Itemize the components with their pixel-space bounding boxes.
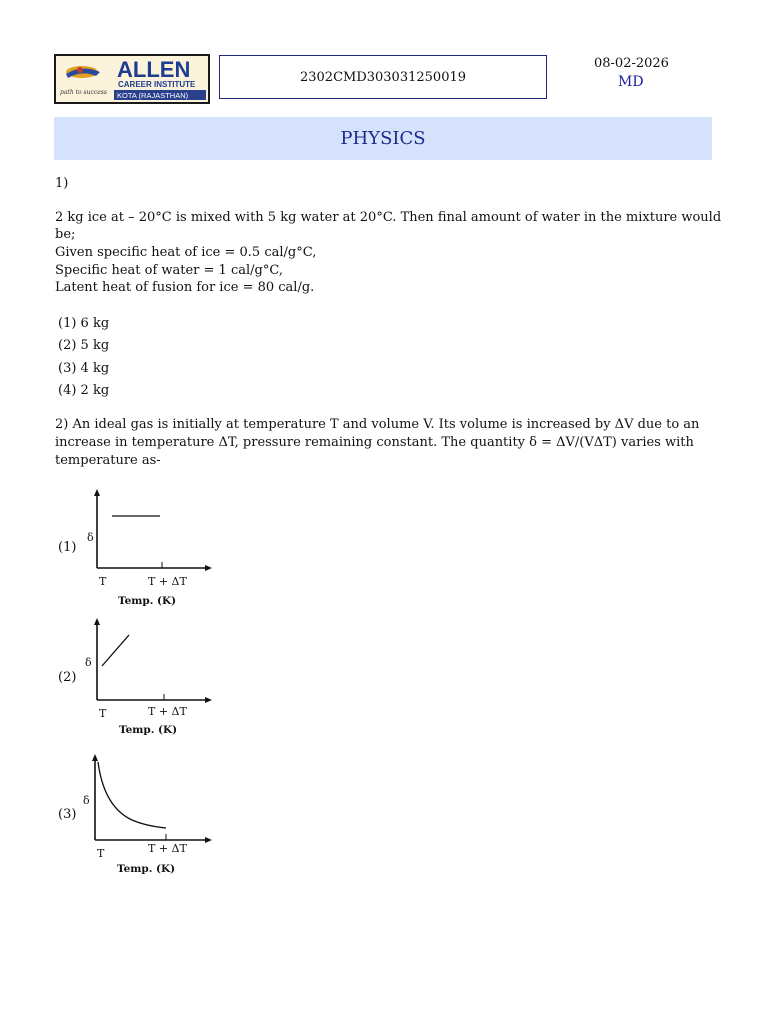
question-2-line: temperature as- bbox=[55, 453, 161, 468]
svg-text:ALLEN: ALLEN bbox=[117, 57, 191, 82]
svg-text:Temp. (K): Temp. (K) bbox=[117, 863, 176, 875]
paper-code: 2302CMD303031250019 bbox=[299, 69, 467, 85]
question-2-line: increase in temperature ΔT, pressure remaining constant. The quantity δ = ΔV/(VΔT) varies with bbox=[55, 435, 694, 450]
allen-logo bbox=[54, 54, 210, 104]
svg-text:path to success: path to success bbox=[60, 89, 107, 96]
svg-text:Temp. (K): Temp. (K) bbox=[119, 724, 178, 736]
section-title: PHYSICS bbox=[340, 128, 426, 149]
stream-tag: MD bbox=[618, 74, 644, 90]
svg-text:T + ΔT: T + ΔT bbox=[148, 842, 187, 855]
question-2-option-label[interactable]: (3) bbox=[58, 807, 77, 822]
question-2-option-label[interactable]: (1) bbox=[58, 540, 77, 555]
question-1-line: be; bbox=[55, 227, 76, 242]
svg-text:CAREER INSTITUTE: CAREER INSTITUTE bbox=[118, 80, 196, 89]
question-2-option-label[interactable]: (2) bbox=[58, 670, 77, 685]
svg-text:δ: δ bbox=[83, 794, 90, 807]
question-1-line: Given specific heat of ice = 0.5 cal/g°C, bbox=[55, 245, 317, 260]
svg-text:T: T bbox=[99, 575, 107, 588]
graph-constant[interactable] bbox=[84, 488, 214, 610]
question-1-option[interactable]: (3) 4 kg bbox=[58, 361, 110, 376]
svg-text:T: T bbox=[99, 707, 107, 720]
svg-text:T + ΔT: T + ΔT bbox=[148, 705, 187, 718]
question-2-line: 2) An ideal gas is initially at temperature T and volume V. Its volume is increased by ΔV due to an bbox=[55, 417, 700, 432]
question-1-line: 2 kg ice at – 20°C is mixed with 5 kg water at 20°C. Then final amount of water in the mixture would bbox=[55, 210, 722, 225]
question-1-line: Latent heat of fusion for ice = 80 cal/g. bbox=[55, 280, 315, 295]
question-1-option[interactable]: (4) 2 kg bbox=[58, 383, 110, 398]
question-1-option[interactable]: (2) 5 kg bbox=[58, 338, 110, 353]
question-1-number: 1) bbox=[55, 176, 69, 191]
svg-text:δ: δ bbox=[85, 656, 92, 669]
svg-text:δ: δ bbox=[87, 531, 94, 544]
graph-decreasing[interactable] bbox=[84, 752, 214, 878]
date: 08-02-2026 bbox=[594, 56, 669, 71]
svg-text:T + ΔT: T + ΔT bbox=[148, 575, 187, 588]
question-1-line: Specific heat of water = 1 cal/g°C, bbox=[55, 263, 283, 278]
svg-text:T: T bbox=[97, 847, 105, 860]
section-banner bbox=[54, 117, 712, 160]
svg-text:Temp. (K): Temp. (K) bbox=[118, 595, 177, 607]
question-1-option[interactable]: (1) 6 kg bbox=[58, 316, 110, 331]
graph-increasing[interactable] bbox=[84, 616, 214, 738]
paper-code-box bbox=[219, 55, 547, 99]
svg-text:KOTA (RAJASTHAN): KOTA (RAJASTHAN) bbox=[117, 91, 189, 100]
